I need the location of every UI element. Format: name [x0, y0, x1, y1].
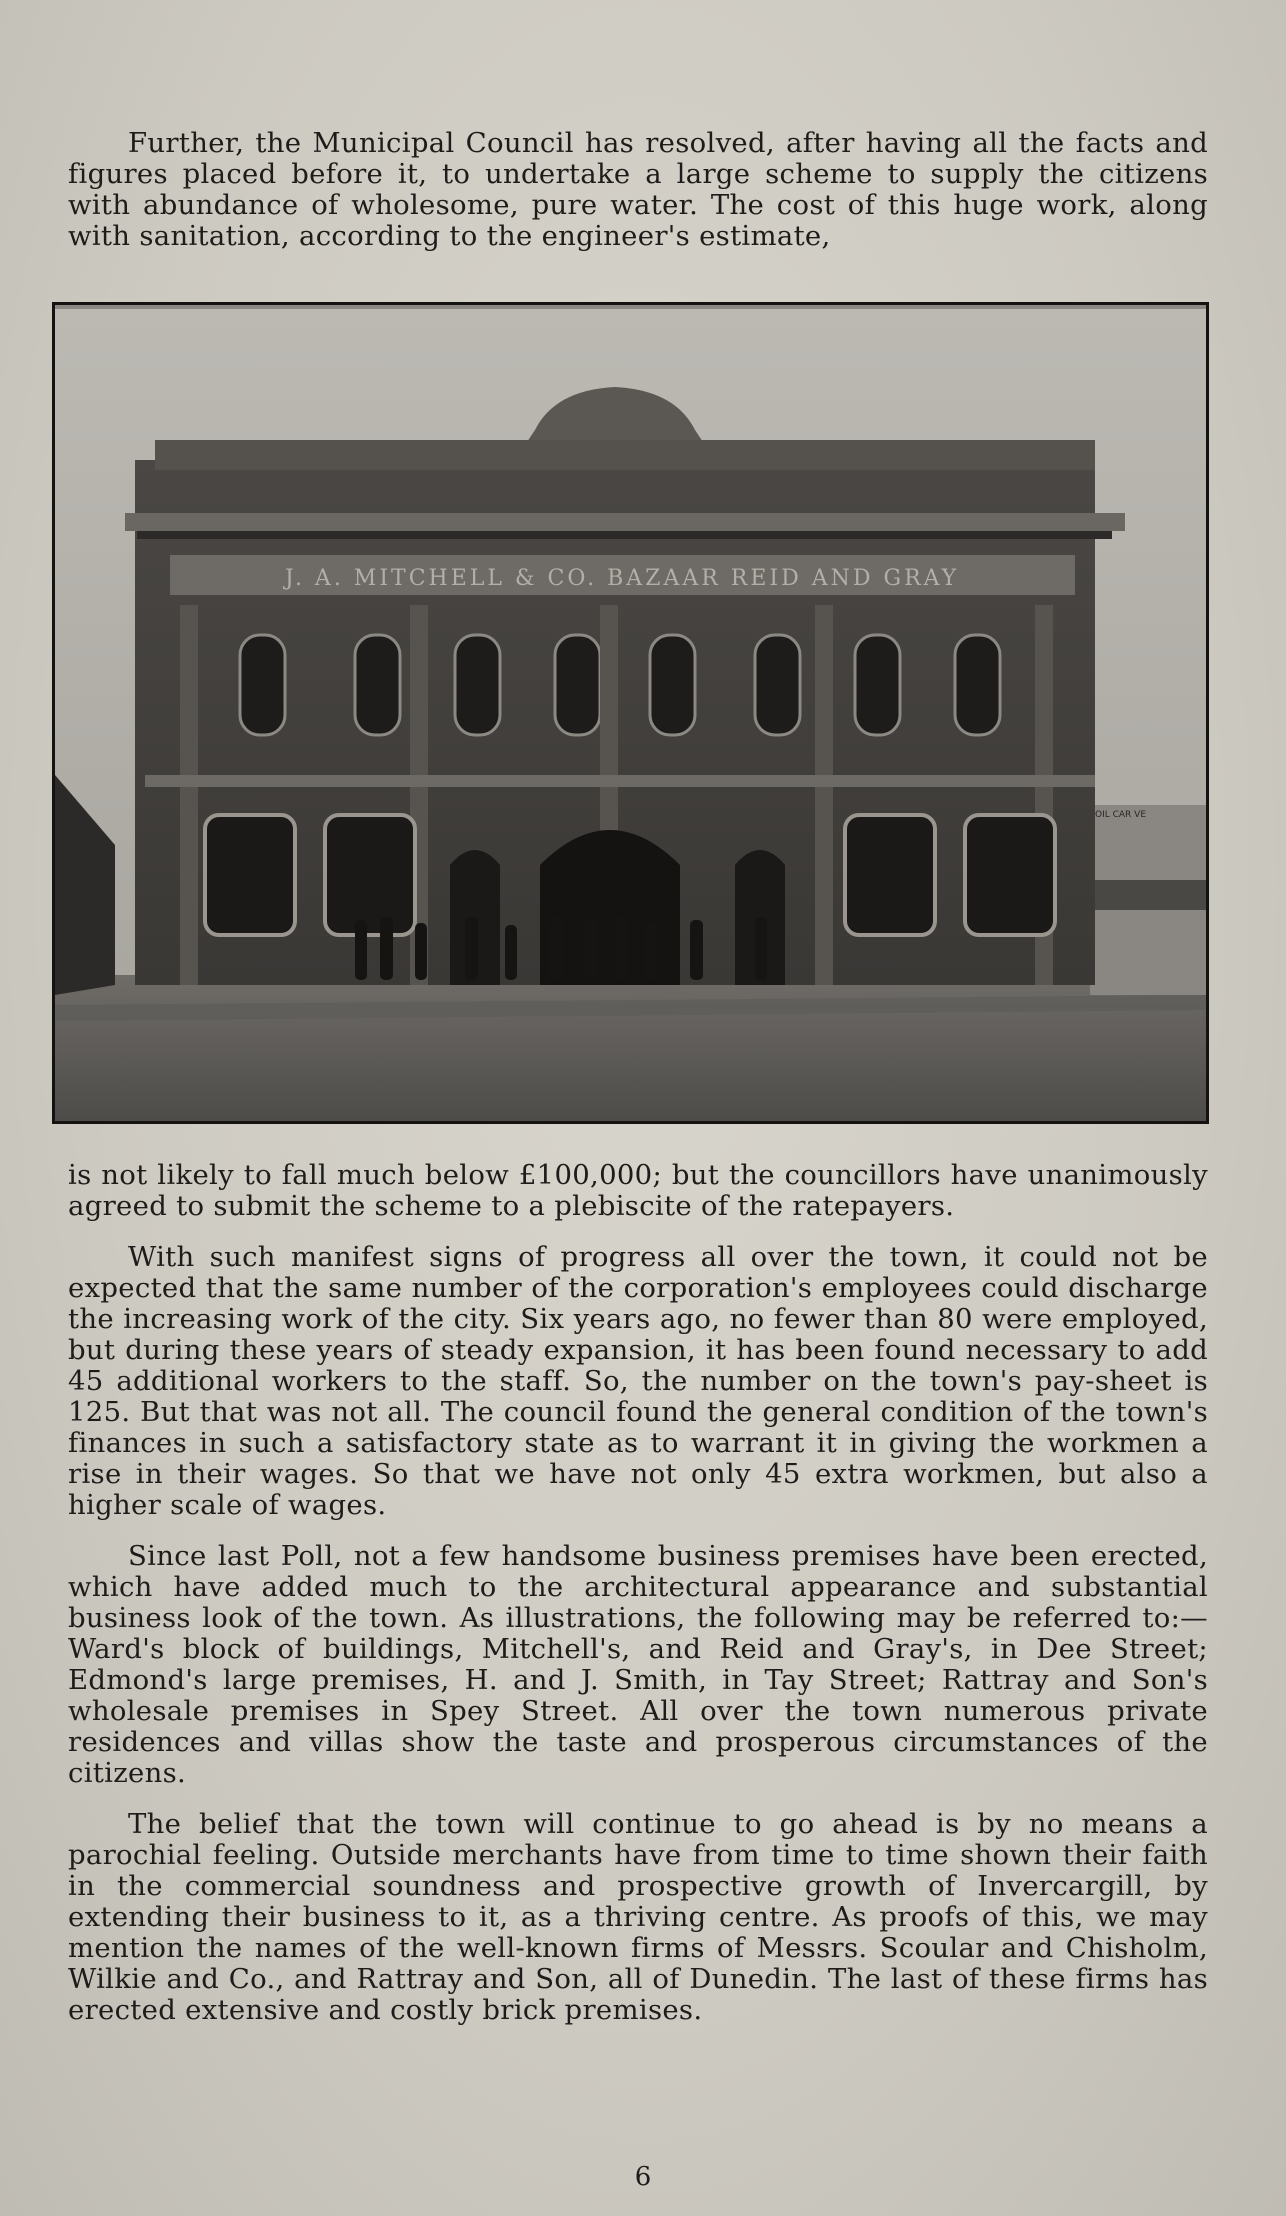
building-sign-text: J. A. MITCHELL & CO. BAZAAR REID AND GRAY — [284, 566, 960, 591]
page-number: 6 — [634, 2162, 652, 2192]
paragraph-business-premises: Since last Poll, not a few handsome business premises have been erected, which have added much to the architectural appearance and substantial business look of the town. As illustrations, the following may be referred to:—Ward's block of buildings, Mitchell's, and Reid and Gray's, in Dee Street; Edmond's large premises, H. and J. Smith, in Tay Street; Rattray and Son's wholesale premises in Spey Street. All over the town numerous private residences and villas show the taste and prosperous circumstances of the citizens. — [68, 1540, 1208, 1789]
paragraph-water-scheme: Further, the Municipal Council has resolved, after having all the facts and figures placed before it, to undertake a large scheme to supply the citizens with abundance of wholesome, pure water. The cost of this huge work, along with sanitation, according to the engineer's estimate, — [68, 127, 1208, 252]
paragraph-water-cost: is not likely to fall much below £100,000; but the councillors have unanimously agreed to submit the scheme to a plebiscite of the ratepayers. — [68, 1159, 1208, 1222]
side-sign-text: OIL CAR VE — [1095, 810, 1147, 820]
building-photograph — [52, 302, 1209, 1124]
paragraph-employees: With such manifest signs of progress all over the town, it could not be expected that the same number of the corporation's employees could discharge the increasing work of the city. Six years ago, no fewer than 80 were employed, but during these years of steady expansion, it has been found necessary to add 45 additional workers to the staff. So, the number on the town's pay-sheet is 125. But that was not all. The council found the general condition of the town's finances in such a satisfactory state as to warrant it in giving the workmen a rise in their wages. So that we have not only 45 extra workmen, but also a higher scale of wages. — [68, 1241, 1208, 1521]
text-block-bottom — [68, 1160, 1208, 2046]
text-block-top — [68, 128, 1208, 252]
paragraph-outside-merchants: The belief that the town will continue to go ahead is by no means a parochial feeling. Outside merchants have from time to time shown their faith in the commercial soundness and prospective growth of Invercargill, by extending their business to it, as a thriving centre. As proofs of this, we may mention the names of the well-known firms of Messrs. Scoular and Chisholm, Wilkie and Co., and Rattray and Son, all of Dunedin. The last of these firms has erected extensive and costly brick premises. — [68, 1808, 1208, 2026]
